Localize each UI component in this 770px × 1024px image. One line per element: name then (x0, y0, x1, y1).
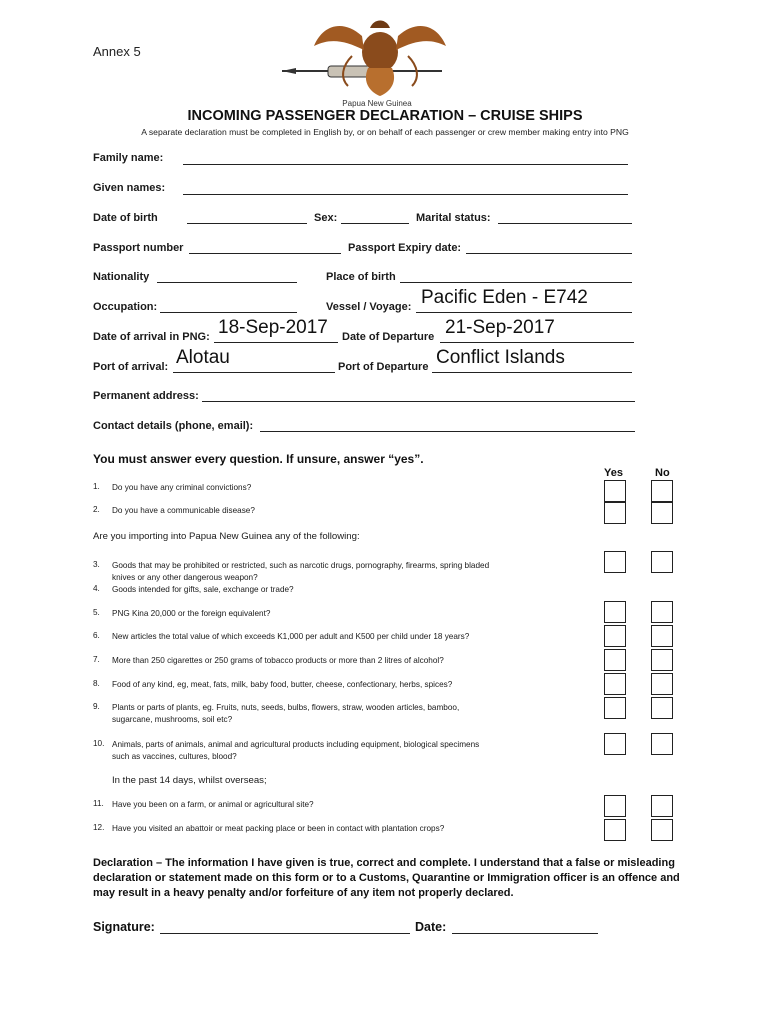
place-of-birth-field[interactable] (400, 282, 632, 283)
question-11-text: Have you been on a farm, or animal or agricultural site? (112, 800, 314, 809)
port-of-departure-field[interactable] (432, 372, 632, 373)
q1-yes-checkbox[interactable] (604, 480, 626, 502)
permanent-address-label: Permanent address: (93, 390, 199, 402)
marital-status-field[interactable] (498, 223, 632, 224)
q8-yes-checkbox[interactable] (604, 673, 626, 695)
question-number: 10. (93, 739, 105, 748)
bird-of-paradise-emblem (282, 16, 472, 108)
question-1-text: Do you have any criminal convictions? (112, 483, 252, 492)
signature-date-field[interactable] (452, 933, 598, 934)
date-of-birth-field[interactable] (187, 223, 307, 224)
question-8-text: Food of any kind, eg, meat, fats, milk, baby food, butter, cheese, confectionary, herbs, spices? (112, 680, 453, 689)
question-3-text: Goods that may be prohibited or restricted, such as narcotic drugs, pornography, firearms, spring bladed (112, 561, 490, 570)
passport-number-field[interactable] (189, 253, 341, 254)
date-of-birth-label: Date of birth (93, 212, 158, 224)
date-of-arrival-label: Date of arrival in PNG: (93, 331, 210, 343)
passport-expiry-field[interactable] (466, 253, 632, 254)
questions-intro: You must answer every question. If unsure, answer “yes”. (93, 452, 424, 466)
given-names-label: Given names: (93, 182, 166, 194)
overseas-heading: In the past 14 days, whilst overseas; (112, 775, 267, 786)
question-number: 5. (93, 608, 100, 617)
question-2-text: Do you have a communicable disease? (112, 506, 255, 515)
page-subtitle: A separate declaration must be completed in English by, or on behalf of each passenger or crew member making entry into PNG (141, 127, 629, 137)
date-of-arrival-field[interactable] (214, 342, 338, 343)
q11-yes-checkbox[interactable] (604, 795, 626, 817)
port-of-arrival-value: Alotau (176, 347, 230, 368)
question-number: 12. (93, 823, 105, 832)
q12-yes-checkbox[interactable] (604, 819, 626, 841)
date-of-departure-value: 21-Sep-2017 (445, 317, 555, 338)
port-of-arrival-label: Port of arrival: (93, 361, 169, 373)
permanent-address-field[interactable] (202, 401, 635, 402)
question-number: 9. (93, 702, 100, 711)
question-number: 2. (93, 505, 100, 514)
question-10-text: Animals, parts of animals, animal and agricultural products including equipment, biological specimens (112, 740, 480, 749)
contact-details-label: Contact details (phone, email): (93, 420, 254, 432)
vessel-voyage-field[interactable] (416, 312, 632, 313)
q11-no-checkbox[interactable] (651, 795, 673, 817)
question-6-text: New articles the total value of which exceeds K1,000 per adult and K500 per child under 18 years? (112, 632, 470, 641)
emblem-text: Papua New Guinea (342, 99, 412, 108)
question-number: 6. (93, 631, 100, 640)
q5-no-checkbox[interactable] (651, 601, 673, 623)
declaration-text: Declaration – The information I have given is true, correct and complete. I understand that a false or misleading declaration or statement made on this form or to a Customs, Quarantine or Immigration officer is an offence and may result in a heavy penalty and/or forfeiture of any item not properly declared. (93, 857, 680, 899)
date-of-departure-label: Date of Departure (342, 331, 435, 343)
question-number: 11. (93, 799, 104, 808)
date-of-arrival-value: 18-Sep-2017 (218, 317, 328, 338)
question-number: 7. (93, 655, 100, 664)
question-9-text: Plants or parts of plants, eg. Fruits, nuts, seeds, bulbs, flowers, straw, wooden articles, bamboo, (112, 703, 460, 712)
passport-expiry-label: Passport Expiry date: (348, 242, 462, 254)
page-title: INCOMING PASSENGER DECLARATION – CRUISE SHIPS (187, 108, 583, 124)
occupation-label: Occupation: (93, 301, 158, 313)
question-number: 1. (93, 482, 100, 491)
family-name-field[interactable] (183, 164, 628, 165)
q6-no-checkbox[interactable] (651, 625, 673, 647)
date-label: Date: (415, 920, 447, 934)
q10-no-checkbox[interactable] (651, 733, 673, 755)
q2-no-checkbox[interactable] (651, 502, 673, 524)
signature-field[interactable] (160, 933, 410, 934)
q9-yes-checkbox[interactable] (604, 697, 626, 719)
q1-no-checkbox[interactable] (651, 480, 673, 502)
port-of-departure-value: Conflict Islands (436, 347, 565, 368)
q7-no-checkbox[interactable] (651, 649, 673, 671)
contact-details-field[interactable] (260, 431, 635, 432)
port-of-departure-label: Port of Departure (338, 361, 429, 373)
q5-yes-checkbox[interactable] (604, 601, 626, 623)
question-3-text-line2: knives or any other dangerous weapon? (112, 573, 258, 582)
q7-yes-checkbox[interactable] (604, 649, 626, 671)
question-9-text-line2: sugarcane, mushrooms, soil etc? (112, 715, 233, 724)
passport-number-label: Passport number (93, 242, 184, 254)
q12-no-checkbox[interactable] (651, 819, 673, 841)
vessel-voyage-value: Pacific Eden - E742 (421, 287, 588, 308)
place-of-birth-label: Place of birth (326, 271, 396, 283)
occupation-field[interactable] (160, 312, 297, 313)
q8-no-checkbox[interactable] (651, 673, 673, 695)
yes-column-header: Yes (604, 467, 623, 479)
sex-field[interactable] (341, 223, 409, 224)
annex-label: Annex 5 (93, 44, 141, 59)
question-number: 4. (93, 584, 100, 593)
q2-yes-checkbox[interactable] (604, 502, 626, 524)
question-12-text: Have you visited an abattoir or meat packing place or been in contact with plantation crops? (112, 824, 445, 833)
signature-label: Signature: (93, 920, 155, 934)
q3-yes-checkbox[interactable] (604, 551, 626, 573)
nationality-field[interactable] (157, 282, 297, 283)
nationality-label: Nationality (93, 271, 150, 283)
no-column-header: No (655, 467, 670, 479)
q10-yes-checkbox[interactable] (604, 733, 626, 755)
question-number: 3. (93, 560, 100, 569)
question-7-text: More than 250 cigarettes or 250 grams of tobacco products or more than 2 litres of alcohol? (112, 656, 444, 665)
q6-yes-checkbox[interactable] (604, 625, 626, 647)
question-4-text: Goods intended for gifts, sale, exchange or trade? (112, 585, 294, 594)
importing-heading: Are you importing into Papua New Guinea any of the following: (93, 531, 360, 542)
given-names-field[interactable] (183, 194, 628, 195)
q3-no-checkbox[interactable] (651, 551, 673, 573)
marital-status-label: Marital status: (416, 212, 491, 224)
family-name-label: Family name: (93, 152, 164, 164)
question-number: 8. (93, 679, 100, 688)
question-5-text: PNG Kina 20,000 or the foreign equivalent? (112, 609, 271, 618)
q9-no-checkbox[interactable] (651, 697, 673, 719)
port-of-arrival-field[interactable] (173, 372, 335, 373)
question-10-text-line2: such as vaccines, cultures, blood? (112, 752, 237, 761)
vessel-voyage-label: Vessel / Voyage: (326, 301, 412, 313)
sex-label: Sex: (314, 212, 338, 224)
date-of-departure-field[interactable] (440, 342, 634, 343)
